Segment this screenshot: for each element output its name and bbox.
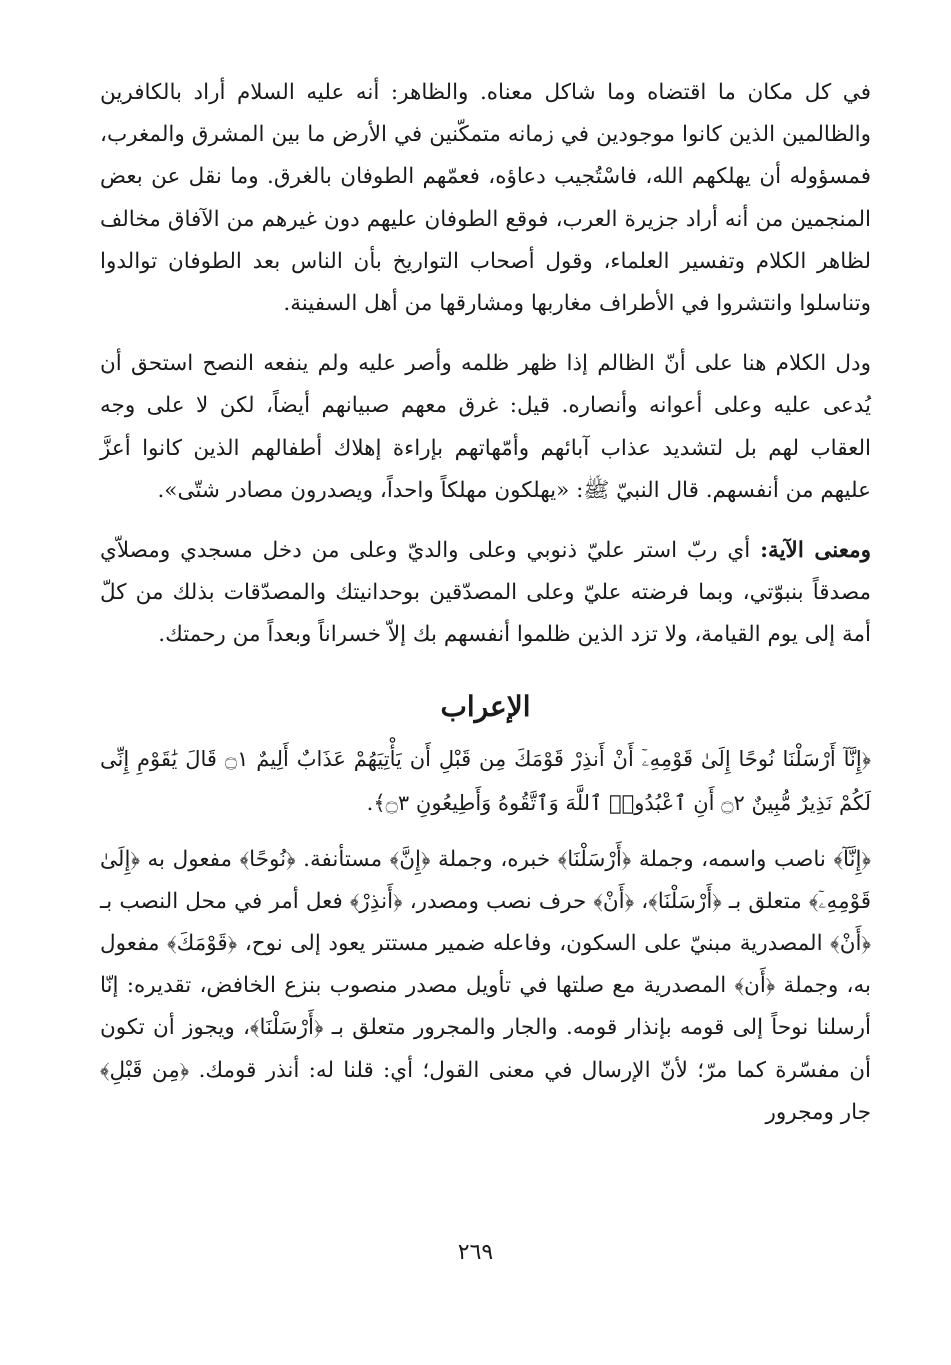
page-number: ٢٦٩: [457, 1240, 494, 1265]
paragraph-verse-meaning: [100, 530, 871, 657]
paragraph-interpretation: في كل مكان ما اقتضاه وما شاكل معناه. والظاهر: أنه عليه السلام أراد بالكافرين والظالمين الذين كانوا موجودين في زمانه متمكّنين في الأرض ما بين المشرق والمغرب، فمسؤوله أن يهلكهم الله، فاسْتُجيب دعاؤه، فعمّهم الطوفان بالغرق. وما نقل عن بعض المنجمين من أنه أراد جزيرة العرب، فوقع الطوفان عليهم دون غيرهم من الآفاق مخالف لظاهر الكلام وتفسير العلماء، وقول أصحاب التواريخ بأن الناس بعد الطوفان توالدوا وتناسلوا وانتشروا في الأطراف مغاربها ومشارقها من أهل السفينة.: [100, 80, 871, 317]
quran-verse: ﴿إِنَّآ أَرْسَلْنَا نُوحًا إِلَىٰ قَوْمِهِۦٓ أَنْ أَنذِرْ قَوْمَكَ مِن قَبْلِ أَن يَأْتِيَهُمْ عَذَابٌ أَلِيمٌ ۝١ قَالَ يَٰقَوْمِ إِنِّى لَكُمْ نَذِيرٌ مُّبِينٌ ۝٢ أَنِ ٱعْبُدُوا۟ ٱللَّهَ وَٱتَّقُوهُ وَأَطِيعُونِ ۝٣﴾.: [100, 746, 871, 815]
verse-meaning-lead: ومعنى الآية:: [760, 538, 871, 564]
paragraph-grammar: ﴿إِنَّآ﴾ ناصب واسمه، وجملة ﴿أَرْسَلْنَا﴾ خبره، وجملة ﴿إِنَّ﴾ مستأنفة. ﴿نُوحًا﴾ مفعول به ﴿إِلَىٰ قَوْمِهِۦٓ﴾ متعلق بـ ﴿أَرْسَلْنَا﴾، ﴿أَنْ﴾ حرف نصب ومصدر، ﴿أَنذِرْ﴾ فعل أمر في محل النصب بـ ﴿أَنْ﴾ المصدرية مبنيّ على السكون، وفاعله ضمير مستتر يعود إلى نوح، ﴿قَوْمَكَ﴾ مفعول به، وجملة ﴿أَن﴾ المصدرية مع صلتها في تأويل مصدر منصوب بنزع الخافض، تقديره: إنّا أرسلنا نوحاً إلى قومه بإنذار قومه. والجار والمجرور متعلق بـ ﴿أَرْسَلْنَا﴾، ويجوز أن تكون أن مفسّرة كما مرّ؛ لأنّ الإرسال في معنى القول؛ أي: قلنا له: أنذر قومك. ﴿مِن قَبْلِ﴾ جار ومجرور: [100, 846, 871, 1125]
section-heading: الإعراب: [440, 689, 531, 723]
verse-meaning-text: أي ربّ استر عليّ ذنوبي وعلى والديّ وعلى من دخل مسجدي ومصلاّي مصدقاً بنبوّتي، وبما فرضته عليّ وعلى المصدّقين بوحدانيتك والمصدّقات بذلك من كلّ أمة إلى يوم القيامة، ولا تزد الذين ظلموا أنفسهم بك إلاّ خسراناً وبعداً من رحمتك.: [100, 538, 871, 648]
paragraph-oppressor: ودل الكلام هنا على أنّ الظالم إذا ظهر ظلمه وأصر عليه ولم ينفعه النصح استحق أن يُدعى عليه وعلى أعوانه وأنصاره. قيل: غرق معهم صبيانهم أيضاً، لكن لا على وجه العقاب لهم بل لتشديد عذاب آبائهم وأمّهاتهم بإراءة إهلاك أطفالهم الذين كانوا أعزَّ عليهم من أنفسهم. قال النبيّ ﷺ: «يهلكون مهلكاً واحداً، ويصدرون مصادر شتّى».: [100, 351, 871, 503]
